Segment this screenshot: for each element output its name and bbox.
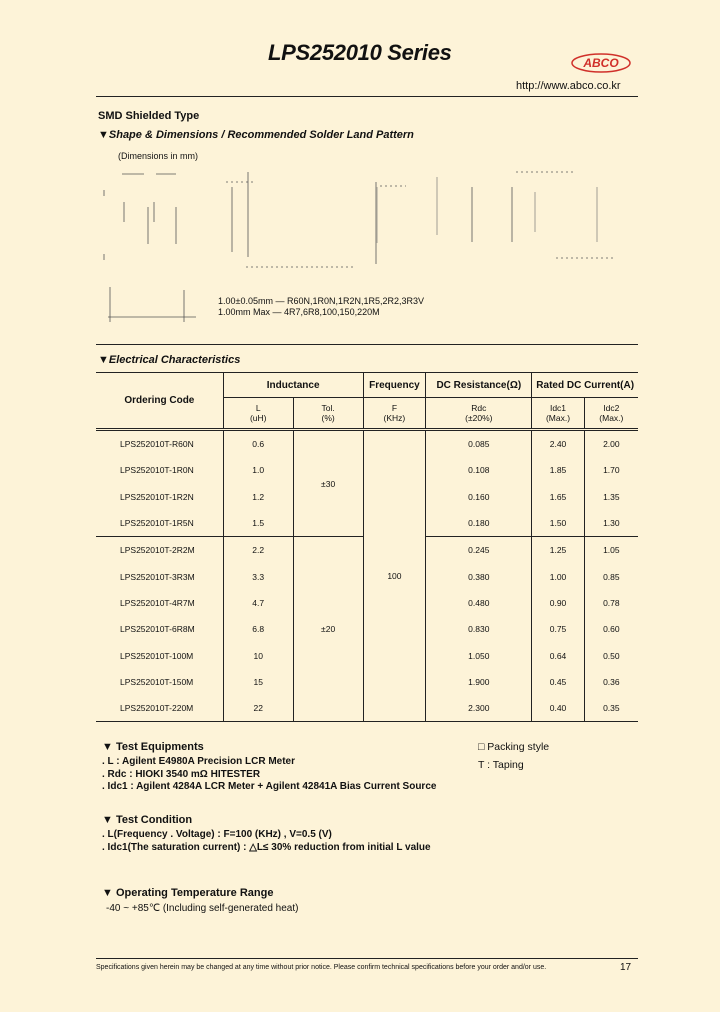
electrical-table (96, 372, 638, 722)
sub-rdc: Rdc (±20%) (426, 398, 532, 430)
table-row: LPS252010T-220M 22 2.300 0.40 0.35 (96, 695, 638, 722)
dimensions-note: (Dimensions in mm) (118, 151, 199, 161)
col-inductance: Inductance (223, 373, 363, 398)
sub-tol: Tol. (%) (293, 398, 363, 430)
table-row: LPS252010T-100M 10 1.050 0.64 0.50 (96, 642, 638, 668)
footer-notice: Specifications given herein may be changed at any time without prior notice. Please confirm technical specifications before your order and/or use. (96, 964, 547, 971)
table-row: LPS252010T-4R7M 4.7 0.480 0.90 0.78 (96, 590, 638, 616)
test-equipment-line: . L : Agilent E4980A Precision LCR Meter (102, 756, 296, 767)
page-title: LPS252010 Series (268, 40, 452, 65)
table-row: LPS252010T-2R2M 2.2 ±20 0.245 1.25 1.05 (96, 537, 638, 564)
table-row: LPS252010T-1R2N 1.2 0.160 1.65 1.35 (96, 484, 638, 510)
tol-group-2: ±20 (293, 537, 363, 722)
sub-idc2: Idc2 (Max.) (584, 398, 638, 430)
shape-heading: ▼Shape & Dimensions / Recommended Solder Land Pattern (98, 129, 414, 141)
col-frequency: Frequency (363, 373, 426, 398)
table-row: LPS252010T-6R8M 6.8 0.830 0.75 0.60 (96, 616, 638, 642)
page-number: 17 (620, 962, 632, 973)
packing-style-heading: □ Packing style (478, 741, 550, 753)
col-ordering-code: Ordering Code (96, 373, 223, 430)
dimension-note-2: 1.00mm Max — 4R7,6R8,100,150,220M (218, 307, 380, 317)
header-divider (96, 96, 638, 97)
tol-group-1: ±30 (293, 430, 363, 537)
logo-text: ABCO (583, 56, 619, 70)
test-equipment-line: . Idc1 : Agilent 4284A LCR Meter + Agilent 42841A Bias Current Source (102, 781, 437, 792)
type-heading: SMD Shielded Type (98, 110, 200, 122)
table-row: LPS252010T-150M 15 1.900 0.45 0.36 (96, 669, 638, 695)
sub-F: F (KHz) (363, 398, 426, 430)
table-row: LPS252010T-3R3M 3.3 0.380 1.00 0.85 (96, 563, 638, 589)
col-dc-resistance: DC Resistance(Ω) (426, 373, 532, 398)
company-logo (570, 52, 632, 79)
table-row: LPS252010T-1R0N 1.0 0.108 1.85 1.70 (96, 457, 638, 483)
test-equipment-line: . Rdc : HIOKI 3540 mΩ HITESTER (102, 769, 261, 780)
test-condition-heading: ▼ Test Condition (102, 814, 193, 826)
sub-idc1: Idc1 (Max.) (532, 398, 584, 430)
section-divider (96, 344, 638, 345)
test-condition-line: . Idc1(The saturation current) : △L≤ 30% reduction from initial L value (102, 842, 431, 853)
company-url[interactable]: http://www.abco.co.kr (516, 80, 621, 92)
dimension-note-1: 1.00±0.05mm — R60N,1R0N,1R2N,1R5,2R2,3R3V (218, 296, 425, 306)
table-row: LPS252010T-R60N 0.6 ±30 100 0.085 2.40 2.00 (96, 430, 638, 458)
electrical-heading: ▼Electrical Characteristics (98, 354, 241, 366)
footer-divider (96, 958, 638, 959)
test-condition-line: . L(Frequency . Voltage) : F=100 (KHz) , V=0.5 (V) (102, 829, 332, 840)
packing-style-value: T : Taping (478, 759, 524, 771)
operating-temp-heading: ▼ Operating Temperature Range (102, 887, 274, 899)
test-equipments-heading: ▼ Test Equipments (102, 741, 204, 753)
frequency-value: 100 (363, 430, 426, 722)
operating-temp-value: -40 ~ +85℃ (Including self-generated heat) (106, 903, 299, 914)
table-row: LPS252010T-1R5N 1.5 0.180 1.50 1.30 (96, 510, 638, 537)
col-rated-current: Rated DC Current(A) (532, 373, 638, 398)
sub-L: L (uH) (223, 398, 293, 430)
